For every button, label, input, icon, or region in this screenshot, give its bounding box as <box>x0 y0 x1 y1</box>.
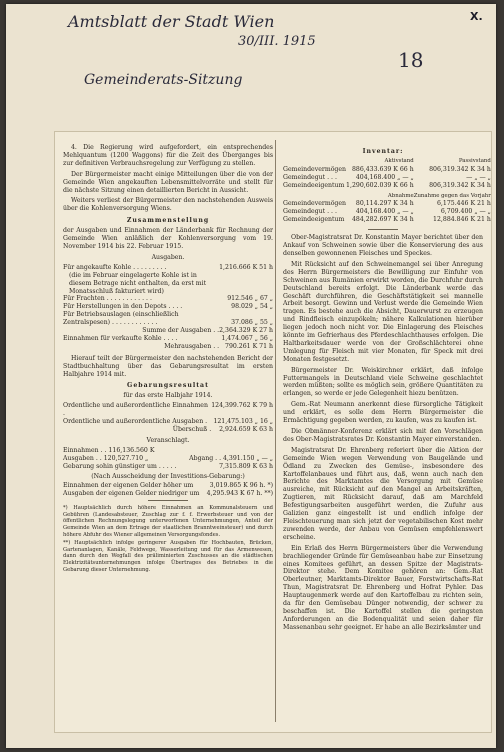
paragraph-r6: Magistratsrat Dr. Ehrenberg referiert über die Aktion der Gemeinde Wien wegen Verwendung von Baugelände und Ödland zu Zwecken des Gemüse-, insbesondere des Kartoffelanbaues und führt aus, daß, wenn auch nach den Berichte des Marktamtes die Versorgung mit Gemüse ausreiche, mit Rücksicht auf den Mangel an Arbeitskräften, Zugtieren, mit Rücksicht darauf, daß am Marchfeld Befestigungsarbeiten ausgeführt werden, die Zufuhr aus Galizien ganz eingestellt ist und endlich infolge der Fleischteuerung man sich jetzt der vegetabilischen Kost mehr zuwenden werde, der Anbau von Gemüsen empfehlenswert erscheine. <box>283 446 483 541</box>
table-row <box>63 455 273 463</box>
table-row <box>63 402 273 418</box>
own-funds-table <box>63 482 273 498</box>
empty-cell <box>283 190 346 201</box>
row-label: Ausgaben der eigenen Gelder niedriger um <box>63 490 200 498</box>
expense-table <box>63 264 273 351</box>
row-value: 3,019.865 K 96 h. *) <box>209 482 273 490</box>
handwritten-subject: Gemeinderats-Sitzung <box>84 72 243 88</box>
table-row <box>283 208 491 216</box>
row-value: 37.086 „ 55 „ <box>231 319 273 327</box>
table-row <box>63 343 273 351</box>
table-row <box>63 490 273 498</box>
row-label: Gemeindevermögen <box>283 165 347 173</box>
table-row <box>283 216 491 224</box>
row-label: Gemeindegut . . . <box>283 173 337 181</box>
summary-heading: Zusammenstellung <box>126 217 210 225</box>
expenses-label: Ausgaben. <box>151 253 185 261</box>
inventory-heading: Inventar: <box>362 148 404 155</box>
row-passive: — „ — „ <box>466 173 491 181</box>
table-row <box>63 447 273 455</box>
row-label: Einnahmen . . 116,136.560 K <box>63 446 155 454</box>
row-label: Für angekaufte Kohle . . . . . . . . . <box>63 263 167 271</box>
table-row <box>63 264 273 272</box>
table-row <box>63 311 273 327</box>
table-row <box>63 295 273 303</box>
table-row <box>63 426 273 434</box>
row-passive: 806,319.342 K 34 h <box>429 165 491 173</box>
empty-cell <box>283 158 346 166</box>
row-value: Abgang . . 4,391.150 „ — „ <box>189 454 273 462</box>
row-label: Überschuß . <box>172 426 212 433</box>
row-label: Gemeindeeigentum <box>283 181 345 189</box>
row-label: Einnahmen der eigenen Gelder höher um <box>63 482 194 490</box>
archive-sheet <box>6 4 496 748</box>
col-passive-header: Passivstand <box>458 157 491 164</box>
row-label: Gemeindegut . . . <box>283 208 337 216</box>
row-passive: 806,319.342 K 34 h <box>429 181 491 189</box>
handwritten-title: Amtsblatt der Stadt Wien <box>68 12 275 31</box>
table-row <box>63 272 273 296</box>
row-label: Mehrausgaben . . <box>164 342 220 350</box>
table-header-row <box>283 190 491 201</box>
column-divider <box>275 140 276 722</box>
table-row <box>63 482 273 490</box>
result-table <box>63 402 273 434</box>
table-header-row <box>283 158 491 166</box>
row-active: 484,282.697 K 34 h <box>351 216 414 224</box>
row-label: Ordentliche und außerordentliche Einnahmen . <box>63 402 208 418</box>
row-label: Gebarung sohin günstiger um . . . . . <box>63 462 177 470</box>
row-value: 121,475.103 „ 16 „ <box>213 418 273 426</box>
row-label: (die im Februar eingelagerte Kohle ist in diesem Betrage nicht enthalten, da erst mit Monatsschluß fakturiert wird) <box>69 271 207 295</box>
note: (Nach Ausscheidung der Investitions-Gebarung:) <box>91 472 245 480</box>
estimate-label: Veranschlagt. <box>146 436 190 444</box>
row-label: Summe der Ausgaben . . <box>142 327 220 335</box>
folio-number: 18 <box>398 48 424 72</box>
footnote-1: *) Hauptsächlich durch höhere Einnahmen an Kommunalsteuern und Gebühren (Landesabsteuer, Zuschlag zur f. f. Erwerbsteuer und von der öffentlichen Rechnungslegung unterworfenen Unternehmungen, Anteil der Gemeinde Wien an dem Ertrage der staatlichen Branntweinsteuer) und durch höhere Abfuhr des Wiener allgemeinen Versorgungsfondes. <box>63 505 273 538</box>
result-subheading: für das erste Halbjahr 1914. <box>123 392 213 400</box>
row-value <box>184 447 273 455</box>
row-label: Ausgaben . . 120,527.710 „ <box>63 454 149 462</box>
row-value: 2,364.329 K 27 h <box>219 327 273 335</box>
table-row <box>63 335 273 343</box>
footnote-2: **) Hauptsächlich infolge geringerer Ausgaben für Hochbauten, Brücken, Gartenanlagen, Kanäle, Feldwege, Wasserleitung und für das Armenwesen, dann durch den Wegfall des präliminierten Zuschusses an die städtischen Elektrizitätsunternehmungen infolge Übertrages des Betriebes in die Gebarung dieser Unternehmung. <box>63 540 273 573</box>
paragraph-r3: Bürgermeister Dr. Weiskirchner erklärt, daß infolge Futtermangels in Deutschland viele Schweine geschlachtet werden müßten; sollte es möglich sein, größere Quantitäten zu erlangen, so werde er jede Gelegenheit hiezu benützen. <box>283 366 483 398</box>
row-label: Für Herstellungen in den Depots . . . . <box>63 303 183 311</box>
table-row <box>63 463 273 471</box>
paragraph-r1: Ober-Magistratsrat Dr. Konstantin Mayer berichtet über den Ankauf von Schweinen sowie über die Konservierung des aus denselben gewonnenen Fleisches und Speckes. <box>283 234 483 257</box>
paragraph-r5: Die Obmänner-Konferenz erklärt sich mit den Vorschlägen des Ober-Magistratsrates Dr. Konstantin Mayer einverstanden. <box>283 428 483 443</box>
table-row <box>283 174 491 182</box>
row-label: Für Frachten . . . . . . . . . . . . <box>63 295 152 303</box>
section-rule <box>368 229 398 230</box>
table-row <box>283 200 491 208</box>
inventory-table <box>283 158 491 224</box>
paragraph-3: Weiters verliest der Bürgermeister den nachstehenden Ausweis über die Kohlenversorgung Wiens. <box>63 197 273 213</box>
table-row <box>63 303 273 311</box>
paragraph-r4: Gem.-Rat Neumann anerkennt diese fürsorgliche Tätigkeit und erklärt, es solle dem Herrn Bürgermeister die Ermächtigung gegeben werden, zu kaufen, was zu kaufen ist. <box>283 401 483 425</box>
row-passive: 6,175.446 K 21 h <box>436 200 491 208</box>
handwritten-date: 30/III. 1915 <box>238 34 316 49</box>
table-row <box>63 418 273 426</box>
col-increase-header: Zunahme gegen das Vorjahr <box>413 192 491 199</box>
newspaper-clipping <box>54 131 492 733</box>
row-value: 912.546 „ 67 „ <box>227 295 273 303</box>
left-column <box>63 144 273 573</box>
row-active: 886,433.639 K 66 h <box>351 165 414 173</box>
row-label: Einnahmen für verkaufte Kohle . . . . <box>63 334 178 342</box>
row-value: 4,295.943 K 67 h. **) <box>206 490 273 498</box>
row-label: Gemeindevermögen <box>283 200 347 208</box>
row-value: 2,924.659 K 63 h <box>219 426 273 433</box>
table-row <box>283 166 491 174</box>
row-value: 1,216.666 K 51 h <box>219 263 273 271</box>
row-value <box>219 272 273 296</box>
table-row <box>63 327 273 335</box>
row-passive: 6,709.400 „ — „ <box>440 208 491 216</box>
row-value: 790.261 K 71 h <box>225 342 273 350</box>
row-label: Für Betriebsauslagen (einschließlich Zentralspesen) . . . . . . . . . . . . <box>63 311 179 327</box>
col-decrease-header: Abnahme <box>387 192 414 199</box>
row-active: 1,290,602.039 K 66 h <box>346 181 414 189</box>
paragraph-1: 4. Die Regierung wird aufgefordert, ein entsprechendes Mehlquantum (1200 Waggons) für die Zeit des Überganges bis zur definitiven Verbrauchsregelung zur Verfügung zu stellen. <box>63 144 273 167</box>
estimate-table <box>63 447 273 471</box>
roman-numeral-mark: X. <box>470 10 483 23</box>
closing-paragraph: Hierauf teilt der Bürgermeister den nachstehenden Bericht der Stadtbuchhaltung über das Gebarungsresultat im ersten Halbjahre 1914 mit. <box>63 354 273 378</box>
col-active-header: Aktivstand <box>384 157 414 164</box>
right-column <box>283 144 491 635</box>
paragraph-2: Der Bürgermeister macht einige Mitteilungen über die von der Gemeinde Wien angekauften Lebensmittelvorräte und stellt für die nächste Sitzung einen detaillierten Bericht in Aussicht. <box>63 170 273 194</box>
row-value: 124,399.762 K 79 h <box>211 402 273 410</box>
row-passive: 12,884.846 K 21 h <box>433 216 491 224</box>
row-label: Gemeindeeigentum <box>283 216 345 224</box>
footnote-rule <box>148 500 188 501</box>
row-value: 1,474.067 „ 56 „ <box>221 334 273 342</box>
row-active: 80,114.297 K 34 h <box>355 200 414 208</box>
row-active: 404,168.400 „ — „ <box>355 208 414 216</box>
row-value: 98.029 „ 54 „ <box>231 303 273 311</box>
table-row <box>283 182 491 190</box>
row-active: 404,168.400 „ — „ <box>355 173 414 181</box>
summary-text: der Ausgaben und Einnahmen der Länderbank für Rechnung der Gemeinde Wien anläßlich der Kohlenversorgung vom 19. November 1914 bis 22. Februar 1915. <box>63 227 273 250</box>
paragraph-r7: Ein Erlaß des Herrn Bürgermeisters über die Verwendung brachliegender Gründe für Gemüseanbau habe zur Einsetzung eines Komitees geführt, an dessen Spitze der Magistrats-Direktor stehe. Dem Komitee gehören an: Gem.-Rat Oberleutner, Marktamts-Direktor Bauer, Forstwirtschafts-Rat Thun, Magistratsrat Dr. Ehrenberg und Hofrat Pyhler. Das Hauptaugenmerk werde auf den Kartoffelbau zu richten sein, da für den Gemüsebau Dünger notwendig, der schwer zu beschaffen ist. Die Kartoffel stellen die geringsten Anforderungen an die Bodenqualität und seien daher für Massenanbau sehr geeignet. Er habe an alle Bezirksämter und <box>283 544 483 631</box>
result-heading: Gebarungsresultat <box>127 382 209 390</box>
paragraph-r2: Mit Rücksicht auf den Schweinemangel sei über Anregung des Herrn Bürgermeisters die Bewilligung zur Einfuhr von Schweinen aus Rumänien erwirkt worden, die Durchfuhr durch Deutschland bereits erfolgt. Die Länderbank werde das Geschäft durchführen, die Geschäftstätigkeit sei mannelle Arbeit besorgt. Gewinn und Verlust werde die Gemeinde Wien tragen. Es bestehe auch die Absicht, Dauerwurst zu erzeugen und Rindfleisch einzupökeln; nähere Kalkulationen hierüber liegen jedoch noch nicht vor. Die Einlagerung des Fleisches könnte im Gefrierhaus des Pferdeschlachthauses erfolgen. Die Haltbarkeitsdauer werde von der Großschlächterei ohne Umlegung für Fleisch mit vier Monaten, für Speck mit drei Monaten festgesetzt. <box>283 260 483 363</box>
row-label: Ordentliche und außerordentliche Ausgaben . <box>63 418 208 426</box>
row-value: 7,315.809 K 63 h <box>219 462 273 470</box>
